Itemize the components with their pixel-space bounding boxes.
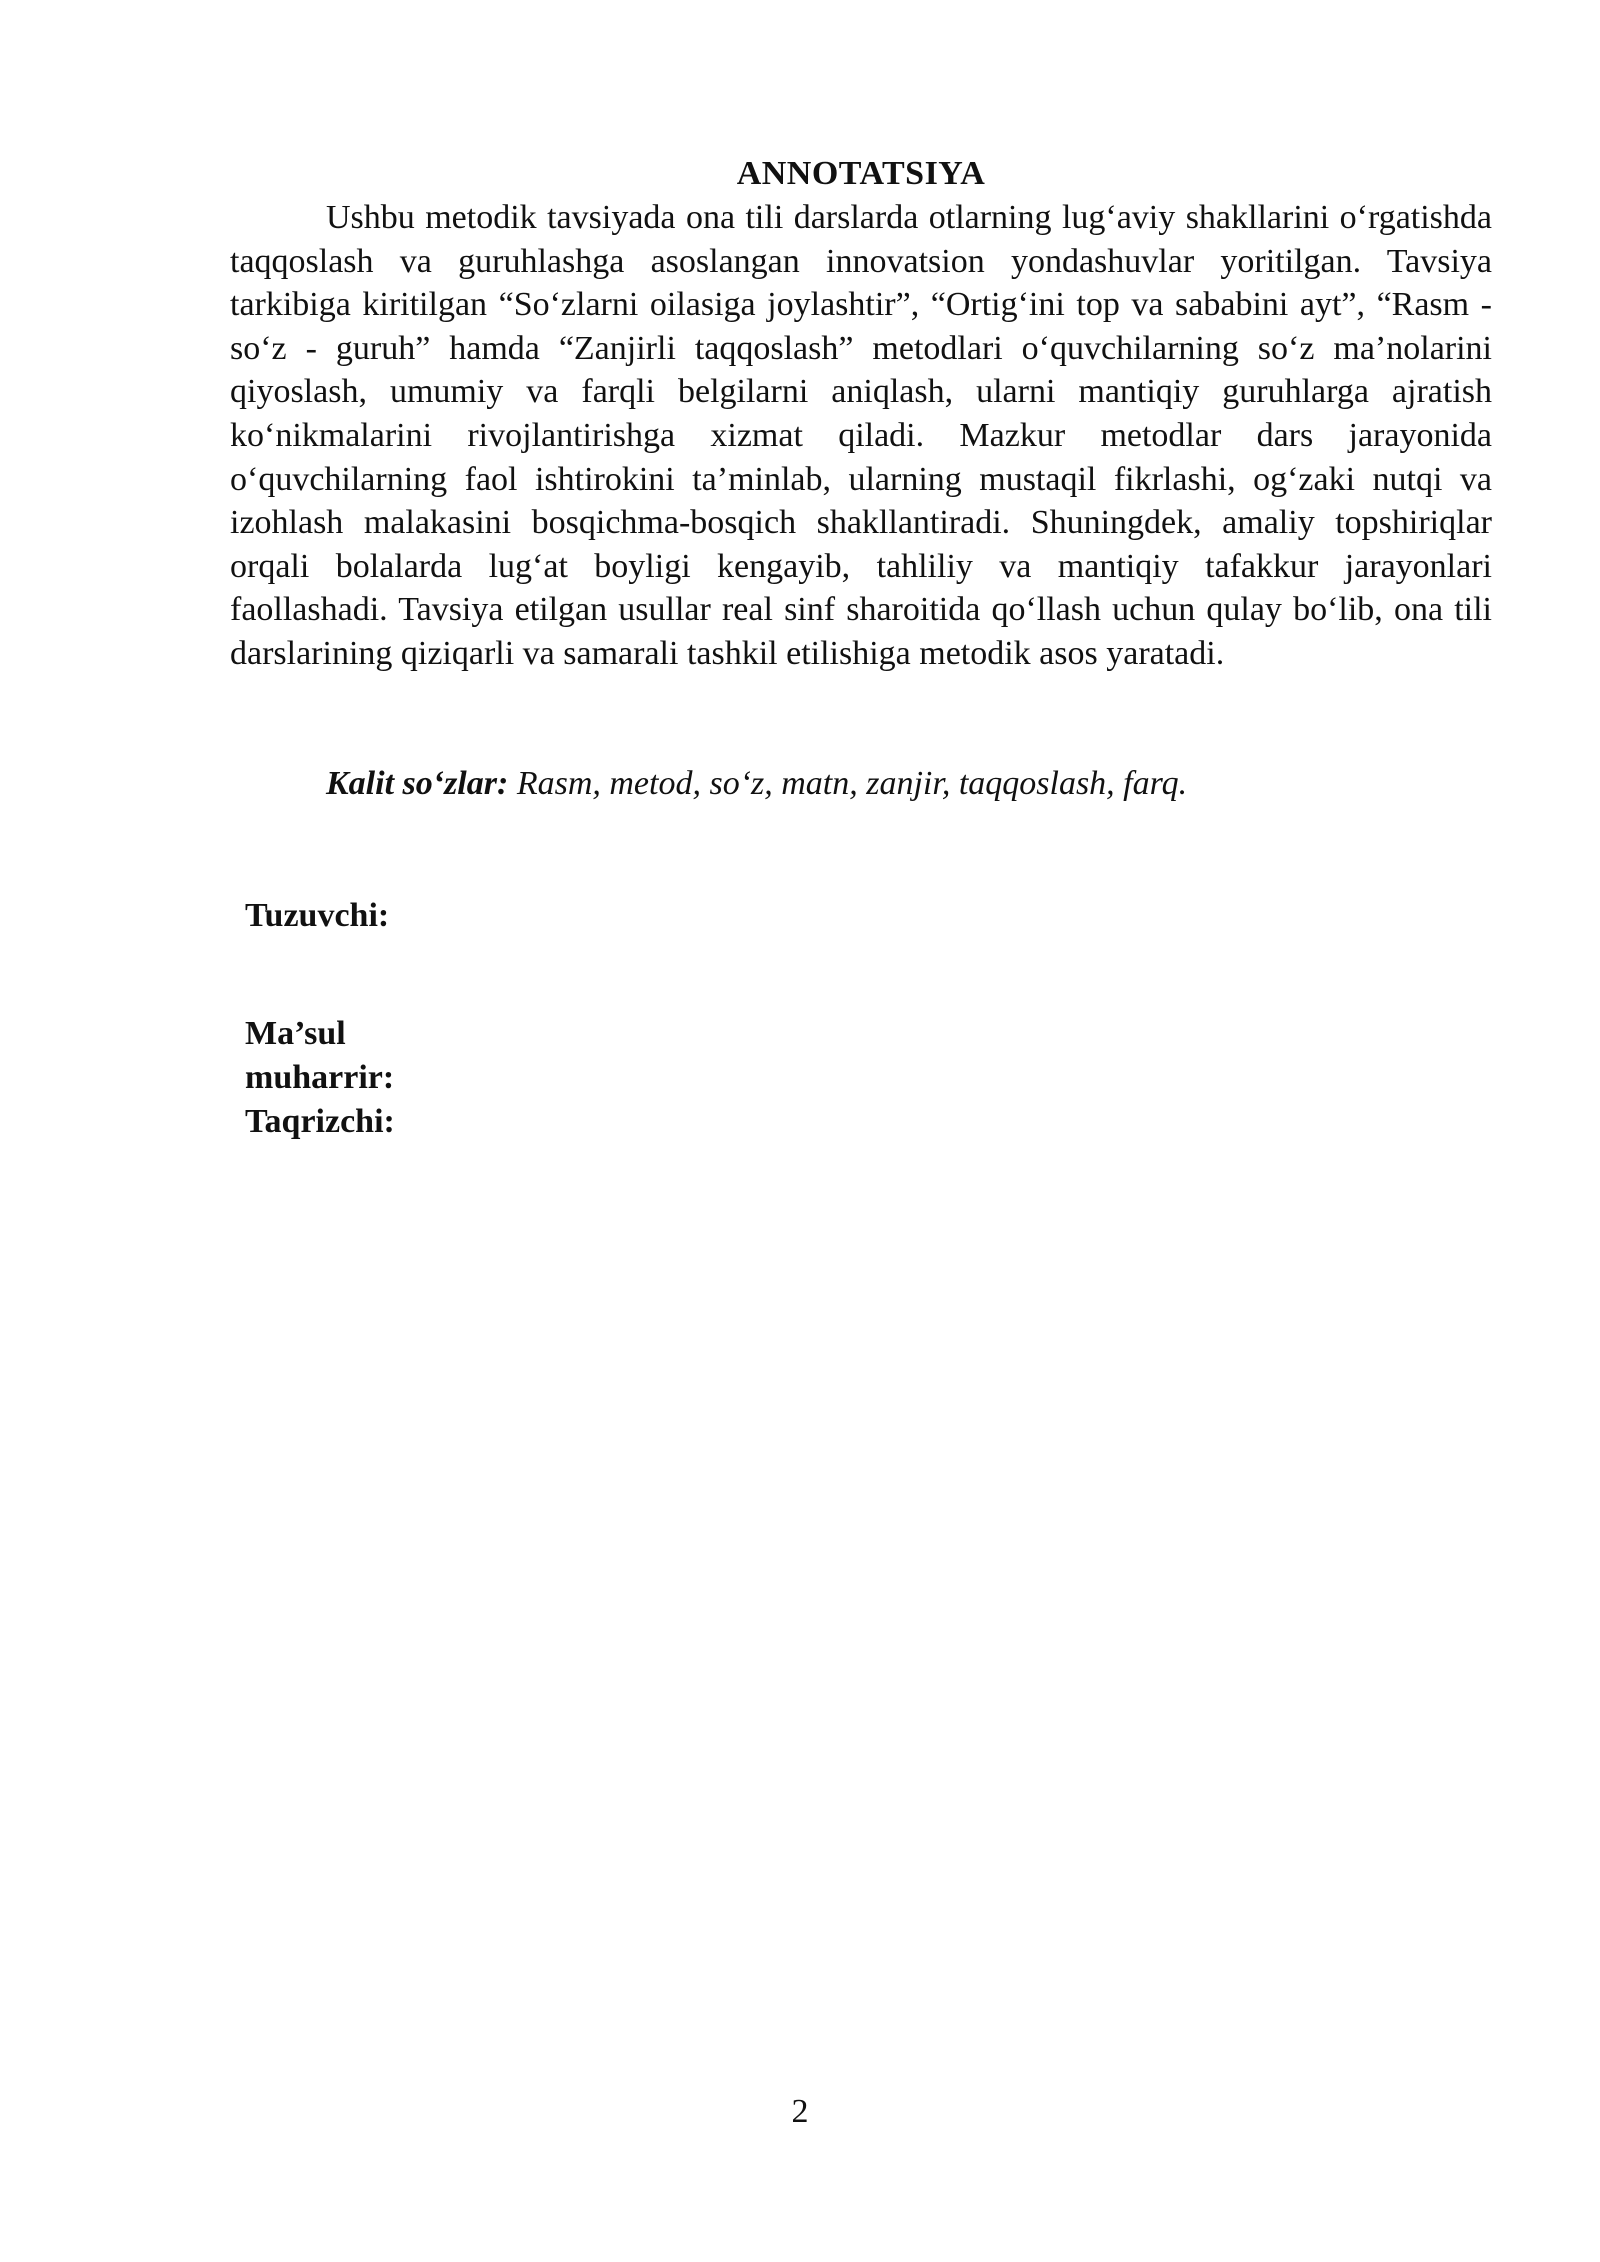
editor-label-line2: muharrir: bbox=[245, 1059, 395, 1096]
keywords-text: Rasm, metod, so‘z, matn, zanjir, taqqoslash, farq. bbox=[508, 765, 1188, 802]
abstract-paragraph: Ushbu metodik tavsiyada ona tili darslarda otlarning lug‘aviy shakllarini o‘rgatishda taqqoslash va guruhlashga asoslangan innovatsion yondashuvlar yoritilgan. Tavsiya tarkibiga kiritilgan “So‘zlarni oilasiga joylashtir”, “Ortig‘ini top va sababini ayt”, “Rasm - so‘z - guruh” hamda “Zanjirli taqqoslash” metodlari o‘quvchilarning so‘z ma’nolarini qiyoslash, umumiy va farqli belgilarni aniqlash, ularni mantiqiy guruhlarga ajratish ko‘nikmalarini rivojlantirishga xizmat qiladi. Mazkur metodlar dars jarayonida o‘quvchilarning faol ishtirokini ta’minlab, ularning mustaqil fikrlashi, og‘zaki nutqi va izohlash malakasini bosqichma-bosqich shakllantiradi. Shuningdek, amaliy topshiriqlar orqali bolalarda lug‘at boyligi kengayib, tahliliy va mantiqiy tafakkur jarayonlari faollashadi. Tavsiya etilgan usullar real sinf sharoitida qo‘llash uchun qulay bo‘lib, ona tili darslarining qiziqarli va samarali tashkil etilishiga metodik asos yaratadi. bbox=[230, 199, 1492, 672]
reviewer-label: Taqrizchi: bbox=[245, 1103, 395, 1140]
editor-label-line1: Ma’sul bbox=[245, 1015, 346, 1052]
page-number: 2 bbox=[791, 2093, 809, 2130]
keywords-label: Kalit so‘zlar: bbox=[326, 765, 509, 802]
keywords-line bbox=[326, 762, 1492, 806]
compiler-label: Tuzuvchi: bbox=[245, 897, 390, 934]
page-title: ANNOTATSIYA bbox=[736, 155, 986, 192]
